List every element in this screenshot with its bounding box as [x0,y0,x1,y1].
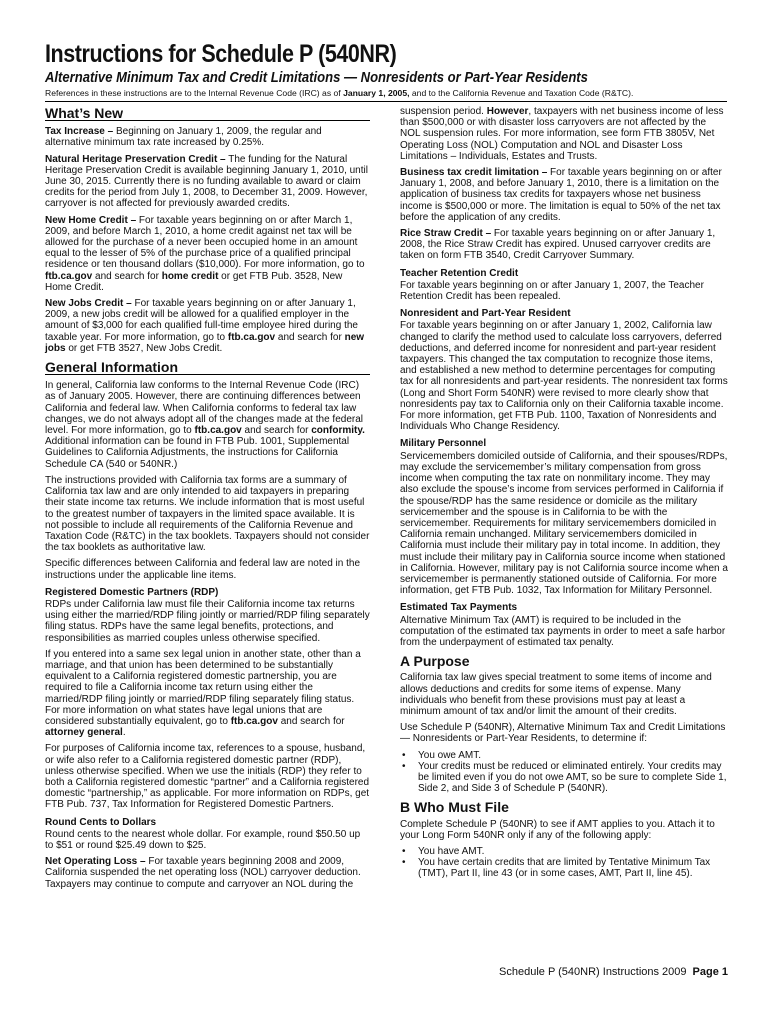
right-column [400,106,728,885]
who-must-file-list [400,846,728,880]
ftb-link[interactable]: ftb.ca.gov [194,425,242,437]
list-item: • Your credits must be reduced or eliminated entirely. Your credits may be limited even if you do not owe AMT, so be sure to complete Side 1, Side 2, and Side 3 of Schedule P (540NR). [414,761,728,795]
nol-paragraph: Net Operating Loss – For taxable years beginning 2008 and 2009, California suspended the net operating loss (NOL) carryover deduction. Taxpayers may continue to compute and carryover an NOL during the [45,856,361,890]
who-must-file-heading: B Who Must File [400,799,509,816]
list-item: • You have certain credits that are limited by Tentative Minimum Tax (TMT), Part II, line 43 (or in some cases, AMT, Part II, line 45). [414,857,728,879]
rice-straw-credit-paragraph: Rice Straw Credit – For taxable years beginning on or after January 1, 2008, the Rice Straw Credit has expired. Unused carryover credits are taken on form FTB 3540, Credit Carryover Summary. [400,228,716,262]
estimated-tax-heading: Estimated Tax Payments [400,602,518,614]
page-footer [400,966,728,978]
new-home-credit-paragraph: New Home Credit – For taxable years beginning on or after March 1, 2009, and before March 1, 2010, a home credit against net tax will be allowed for the purchase of a never been occupied home in an amount equal to the lesser of 5% of the purchase price of a qualified principal residence or ten thousand dollars ($10,000). For more information, go to ftb.ca.gov and search for home credit or get FTB Pub. 3528, New Home Credit. [45,214,365,293]
new-jobs-credit-paragraph: New Jobs Credit – For taxable years beginning on or after January 1, 2009, a new jobs credit will be allowed for a qualified employer in the amount of $3,000 for each qualified full-time employee hired during the taxable year. For more information, go to ftb.ca.gov and search for new jobs or get FTB 3527, New Jobs Credit. [45,298,365,354]
rdp-paragraph-1: RDPs under California law must file their California income tax returns using either the married/RDP filing jointly or married/RDP filing separately filing status. RDPs have the same legal benefits, protections, and responsibilities as married couples unless otherwise specified. [45,598,370,644]
teacher-retention-heading: Teacher Retention Credit [400,267,519,279]
estimated-tax-paragraph: Alternative Minimum Tax (AMT) is required to be included in the computation of the estimated tax payments in order to meet a safe harbor from the underpayment of estimated tax penalty. [400,614,726,648]
military-heading: Military Personnel [400,438,487,450]
purpose-list [400,750,728,795]
ftb-link[interactable]: ftb.ca.gov [230,715,278,727]
references-note: References in these instructions are to the Internal Revenue Code (IRC) as of January 1, 2005, and to the California Revenue and Taxation Code (R&TC). [45,88,634,98]
teacher-retention-paragraph: For taxable years beginning on or after January 1, 2007, the Teacher Retention Credit has been repealed. [400,279,704,303]
ftb-link[interactable]: ftb.ca.gov [45,270,93,282]
nhpc-paragraph: Natural Heritage Preservation Credit – The funding for the Natural Heritage Preservation Credit is available beginning January 1, 2010, until June 30, 2015. Currently there is no funding available to award or claim credits for the period from July 1, 2008, to December 31, 2009. However, carryover is not affected for previously awarded credits. [45,153,368,210]
business-credit-limitation-paragraph: Business tax credit limitation – For taxable years beginning on or after January 1, 2008, and before January 1, 2010, there is a limitation on the application of business tax credits for taxpayers whose net business income is $500,000 or more. The limitation is equal to 50% of the net tax before the application of any credits. [400,167,722,223]
purpose-paragraph-2: Use Schedule P (540NR), Alternative Minimum Tax and Credit Limitations — Nonresidents or Part-Year Residents, to determine if: [400,722,726,745]
nonresident-paragraph: For taxable years beginning on or after January 1, 2002, California law changed to clarify the method used to calculate loss carryovers, deferred deductions, and deferred income for nonresident and part-year resident taxpayers. This changed the tax computation to recognize those items, and established a new method to determine percentages for computing tax for all nonresidents and part-year residents. The nonresident tax forms (Long and Short Form 540NR) were revised to more clearly show that nonresidents pay tax to California only on their California taxable income. For more information, get FTB Pub. 1100, Taxation of Nonresidents and Individuals Who Change Residency. [400,320,728,433]
who-must-file-paragraph: Complete Schedule P (540NR) to see if AMT applies to you. Attach it to your Long Form 540NR only if any of the following apply: [400,818,715,841]
header-divider [45,101,727,102]
whats-new-heading: What’s New [45,108,370,121]
list-item: • You have AMT. [414,846,728,857]
rdp-paragraph-2: If you entered into a same sex legal union in another state, other than a marriage, and that union has been determined to be substantially equivalent to a California registered domestic partnership, you are required to file a California income tax return using either the married/RDP filing jointly or married/RDP filing separately filing status. For more information on what states have legal unions that are considered substantially equivalent, go to ftb.ca.gov and search for attorney general. [45,648,361,739]
general-paragraph-2: The instructions provided with California tax forms are a summary of California tax law and are only intended to aid taxpayers in preparing their state income tax returns. We include information that is most useful to the greatest number of taxpayers in the limited space available. It is not possible to include all requirements of the California Revenue and Taxation Code (R&TC) in the tax booklets. Taxpayers should not consider the tax booklets as authoritative law. [45,474,370,554]
tax-increase-paragraph: Tax Increase – Beginning on January 1, 2009, the regular and alternative minimum tax rate increased by 0.25%. [45,126,322,149]
page-subtitle: Alternative Minimum Tax and Credit Limitations — Nonresidents or Part-Year Residents [45,70,588,86]
page-number: Page 1 [692,966,728,978]
general-paragraph-1: In general, California law conforms to the Internal Revenue Code (IRC) as of January 2005. However, there are continuing differences between California and federal law. When California conforms to federal tax law changes, we do not always adopt all of the changes made at the federal level. For more information, go to ftb.ca.gov and search for conformity. Additional information can be found in FTB Pub. 1001, Supplemental Guidelines to California Adjustments, the instructions for California Schedule CA (540 or 540NR.) [45,380,365,470]
purpose-paragraph-1: California tax law gives special treatment to some items of income and allows deductions and credits for some items of expense. Many individuals who benefit from these provisions must pay at least a minimum amount of tax and/or limit the amount of their credits. [400,672,712,717]
round-cents-heading: Round Cents to Dollars [45,816,157,828]
ftb-link[interactable]: ftb.ca.gov [227,331,276,343]
purpose-heading: A Purpose [400,653,470,670]
general-paragraph-3: Specific differences between California and federal law are noted in the instructions under the applicable line items. [45,558,361,581]
military-paragraph: Servicemembers domiciled outside of California, and their spouses/RDPs, may exclude the servicemember’s military compensation from gross income when computing the tax rate on nonmilitary income. They may also exclude the spouse’s income from services performed in California if the spouse/RDP has the same residence or domicile as the military servicemember and the spouse is in California to be with the servicemember. Requirements for military servicemembers domiciled in California remain unchanged. Military servicemembers domiciled in California must include their military pay in total income. In addition, they must include their military pay in California source income when stationed in California. However, military pay is not California source income when a servicemember is permanently stationed outside of California. For more information, get FTB Pub. 1032, Tax Information for Military Personnel. [400,450,728,597]
nol-continued-paragraph: suspension period. However, taxpayers with net business income of less than $500,000 or with disaster loss carryovers are not affected by the NOL suspension rules. For more information, see form FTB 3805V, Net Operating Loss (NOL) Computation and NOL and Disaster Loss Limitations – Individuals, Estates and Trusts. [400,106,724,162]
footer-text: Schedule P (540NR) Instructions 2009 [499,966,687,978]
list-item: • You owe AMT. [414,750,728,761]
rdp-heading: Registered Domestic Partners (RDP) [45,586,219,598]
general-information-heading: General Information [45,362,370,375]
page-title: Instructions for Schedule P (540NR) [45,40,397,68]
nonresident-heading: Nonresident and Part-Year Resident [400,308,571,320]
rdp-paragraph-3: For purposes of California income tax, references to a spouse, husband, or wife also refer to a California registered domestic partner (RDP), unless otherwise specified. When we use the initials (RDP) they refer to both a California registered domestic “partner” and a California registered domestic “partnership,” as applicable. For more information on RDPs, get FTB Pub. 737, Tax Information for Registered Domestic Partners. [45,743,370,811]
round-cents-paragraph: Round cents to the nearest whole dollar. For example, round $50.50 up to $51 or round $25.49 down to $25. [45,828,361,851]
left-column [45,106,370,895]
